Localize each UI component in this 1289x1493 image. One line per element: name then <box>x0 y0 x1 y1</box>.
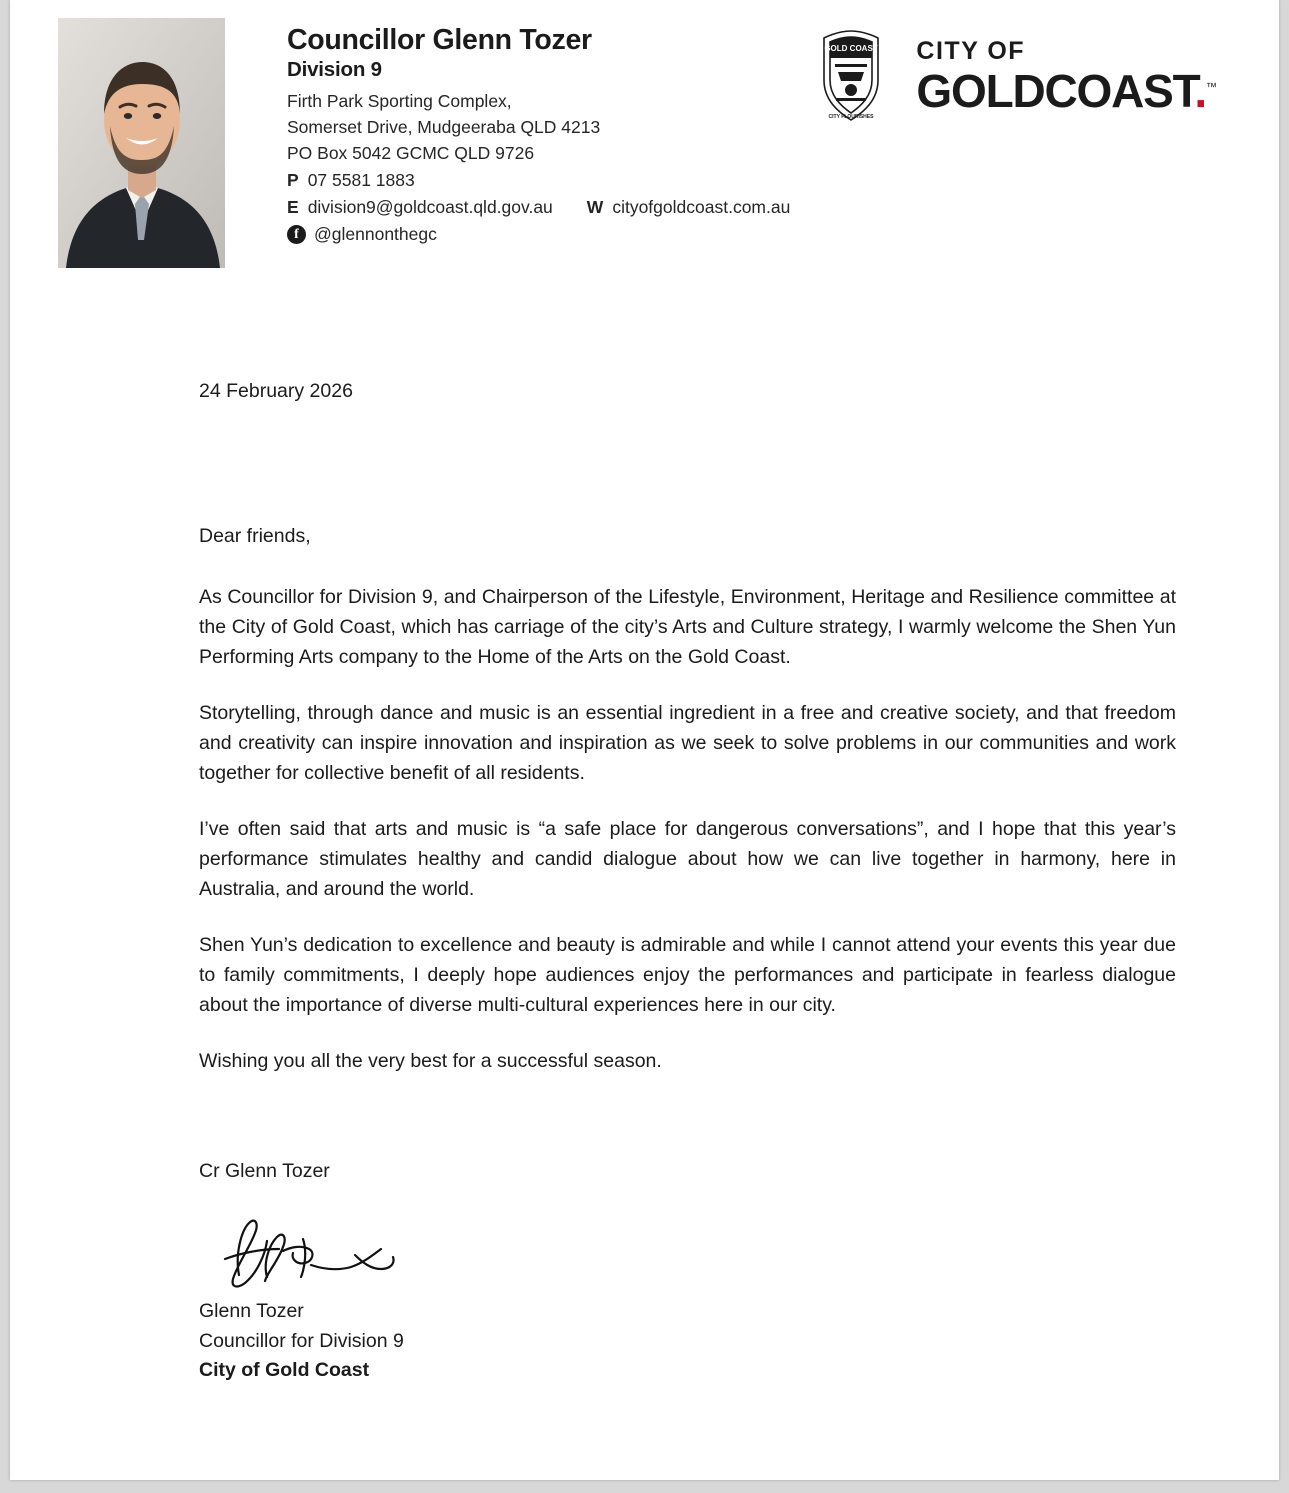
city-crest-icon <box>808 28 894 124</box>
web-segment <box>587 194 791 221</box>
logo-line-goldcoast <box>916 64 1217 117</box>
portrait-photo <box>58 18 225 268</box>
address-line-2: Somerset Drive, Mudgeeraba QLD 4213 <box>287 117 601 138</box>
email-segment <box>287 194 553 221</box>
address-line-1: Firth Park Sporting Complex, <box>287 90 512 111</box>
letter-date: 24 February 2026 <box>199 380 353 402</box>
web-value[interactable]: cityofgoldcoast.com.au <box>612 196 791 217</box>
logo-red-dot: . <box>1194 64 1206 117</box>
closing-title: Councillor for Division 9 <box>199 1329 404 1352</box>
facebook-row[interactable] <box>287 224 807 245</box>
handwritten-signature <box>205 1211 1176 1297</box>
logo-line-city-of: CITY OF <box>916 36 1026 65</box>
letter-signoff-name: Cr Glenn Tozer <box>199 1160 330 1183</box>
facebook-icon: f <box>287 225 306 244</box>
phone-row <box>287 167 807 194</box>
email-value[interactable]: division9@goldcoast.qld.gov.au <box>307 196 553 217</box>
logo-trademark: ™ <box>1206 81 1217 94</box>
logo-wordmark <box>916 36 1217 117</box>
letterhead <box>10 0 1279 302</box>
councillor-division: Division 9 <box>287 57 382 81</box>
closing-name: Glenn Tozer <box>199 1300 304 1323</box>
phone-value: 07 5581 1883 <box>307 169 415 190</box>
letter-paragraph-5: Wishing you all the very best for a successful season. <box>199 1050 662 1073</box>
address-line-3: PO Box 5042 GCMC QLD 9726 <box>287 143 535 164</box>
email-web-row <box>287 194 807 221</box>
facebook-handle[interactable]: @glennonthegc <box>314 223 437 244</box>
web-label: W <box>586 196 604 217</box>
logo-goldcoast-text: GOLDCOAST <box>916 64 1195 117</box>
letter-paragraph-3: I’ve often said that arts and music is “a safe place for dangerous conversations”, and I hope that this year’s performance stimulates healthy and candid dialogue about how we can live together in harmony, here in Australia, and around the world. <box>199 818 1176 901</box>
letter-paragraph-4: Shen Yun’s dedication to excellence and beauty is admirable and while I cannot attend your events this year due to family commitments, I deeply hope audiences enjoy the performances and participate in fearless dialogue about the importance of diverse multi-cultural experiences here in our city. <box>199 934 1176 1017</box>
portrait-illustration <box>58 18 225 268</box>
svg-text:CITY FLOURISHES: CITY FLOURISHES <box>828 114 874 120</box>
letter-page <box>10 0 1279 1480</box>
phone-label: P <box>287 169 299 190</box>
councillor-name: Councillor Glenn Tozer <box>287 24 592 56</box>
email-label: E <box>287 196 299 217</box>
letter-body <box>10 380 1279 1386</box>
signature-strokes <box>205 1211 435 1297</box>
svg-text:GOLD COAST: GOLD COAST <box>824 44 879 53</box>
closing-organisation: City of Gold Coast <box>199 1359 370 1382</box>
letter-paragraph-1: As Councillor for Division 9, and Chairperson of the Lifestyle, Environment, Heritage and Resilience committee at the City of Gold Coast, which has carriage of the city’s Arts and Culture strategy, I warmly welcome the Shen Yun Performing Arts company to the Home of the Arts on the Gold Coast. <box>199 586 1176 669</box>
letter-salutation: Dear friends, <box>199 525 311 547</box>
letterhead-details <box>287 24 807 245</box>
city-of-gold-coast-logo <box>808 28 1217 124</box>
letter-paragraph-2: Storytelling, through dance and music is an essential ingredient in a free and creative society, and that freedom and creativity can inspire innovation and inspiration as we seek to solve problems in our communities and work together for collective benefit of all residents. <box>199 702 1176 785</box>
letter-closing-block <box>199 1297 1176 1386</box>
